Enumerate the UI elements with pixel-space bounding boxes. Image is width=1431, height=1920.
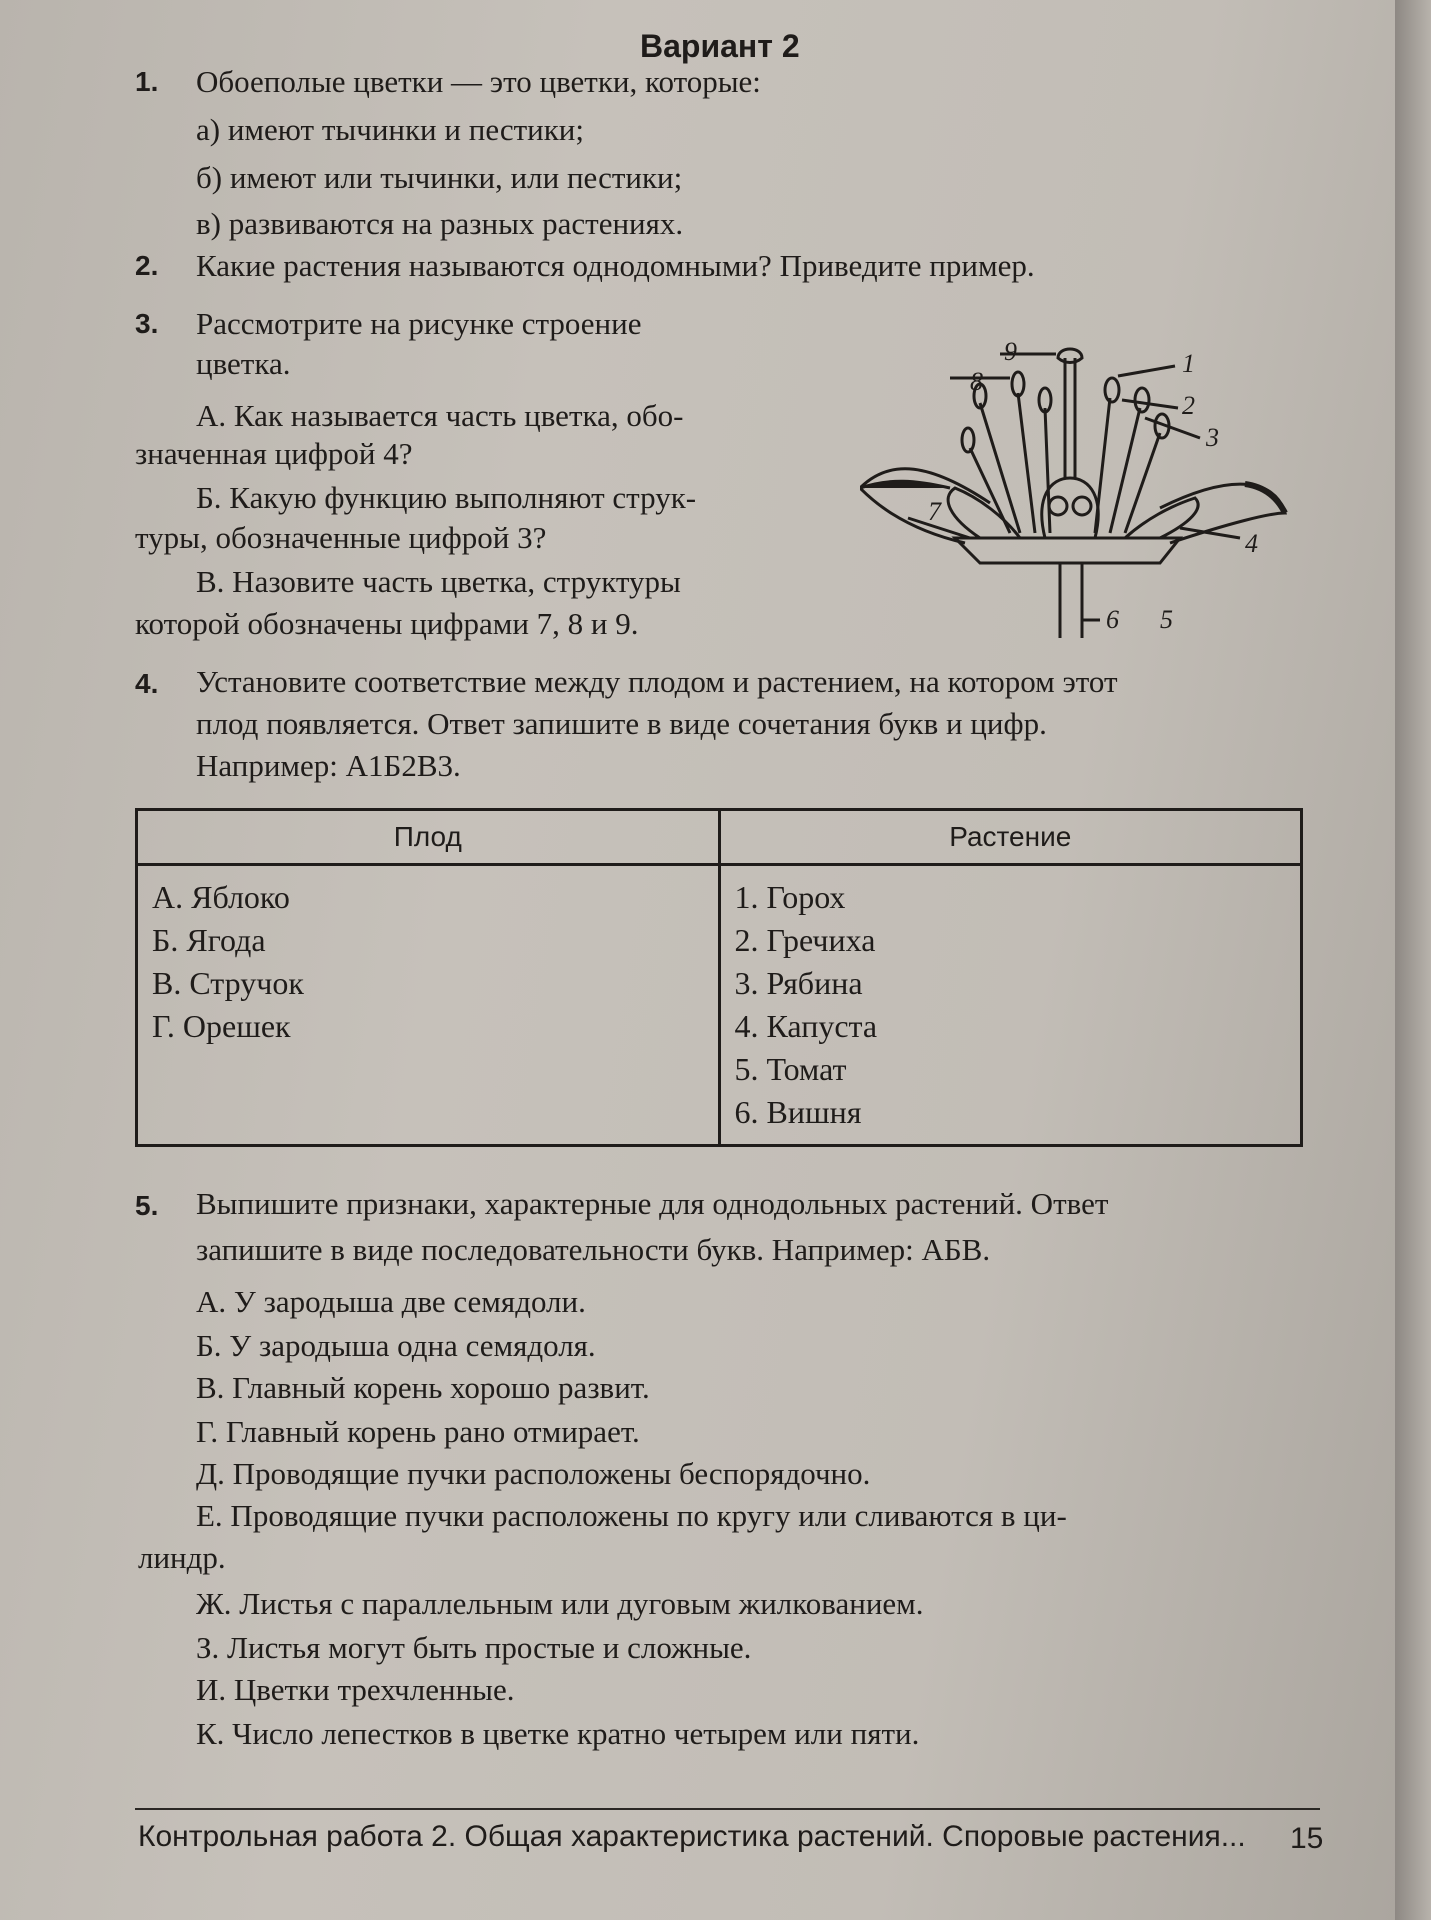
list-item: Г. Орешек — [152, 1008, 291, 1044]
q4-number: 4. — [135, 668, 159, 699]
figure-label-8: 8 — [970, 367, 983, 396]
q5-number: 5. — [135, 1190, 159, 1221]
footer-divider — [135, 1808, 1320, 1810]
q5-option: В. Главный корень хорошо развит. — [196, 1370, 650, 1405]
q5-option: Б. У зародыша одна семядоля. — [196, 1328, 596, 1363]
figure-label-3: 3 — [1206, 423, 1219, 452]
q5-line: Выпишите признаки, характерные для однодольных растений. Ответ — [196, 1186, 1109, 1221]
plant-list — [719, 865, 1302, 1146]
q5-option: линдр. — [138, 1540, 226, 1575]
left-petal-tip-shape — [860, 481, 950, 488]
figure-label-1: 1 — [1182, 349, 1195, 378]
q1-option-b: б) имеют или тычинки, или пестики; — [196, 160, 683, 195]
q4-line: Например: А1Б2В3. — [196, 748, 461, 783]
figure-label-2: 2 — [1182, 391, 1195, 420]
q3-number: 3. — [135, 308, 159, 339]
q5-option: Е. Проводящие пучки расположены по кругу или сливаются в ци- — [196, 1498, 1067, 1533]
anther-shape — [1012, 372, 1024, 396]
figure-label-5: 5 — [1160, 605, 1173, 634]
style-shape — [1065, 358, 1075, 478]
list-item: 6. Вишня — [734, 1094, 862, 1130]
stigma-shape — [1058, 349, 1082, 363]
leader-line-1 — [1118, 366, 1175, 376]
q1-text: Обоеполые цветки — это цветки, которые: — [196, 64, 761, 99]
anther-shape — [1105, 378, 1119, 402]
flower-structure-figure — [860, 338, 1290, 638]
q3-line: В. Назовите часть цветка, структуры — [196, 564, 681, 599]
stem-shape — [1060, 563, 1082, 638]
right-petal-tip-shape — [1245, 484, 1285, 513]
q1-option-a: а) имеют тычинки и пестики; — [196, 112, 585, 147]
list-item: А. Яблоко — [152, 879, 290, 915]
figure-label-7: 7 — [928, 497, 941, 526]
q4-line: Установите соответствие между плодом и растением, на котором этот — [196, 664, 1118, 699]
figure-label-9: 9 — [1004, 338, 1017, 366]
q2-text: Какие растения называются однодомными? Приведите пример. — [196, 248, 1035, 283]
q5-option: З. Листья могут быть простые и сложные. — [196, 1630, 752, 1665]
q5-option: Г. Главный корень рано отмирает. — [196, 1414, 640, 1449]
q3-line: цветка. — [196, 346, 291, 381]
running-footer: Контрольная работа 2. Общая характеристика растений. Споровые растения... — [138, 1820, 1246, 1853]
q3-line: которой обозначены цифрами 7, 8 и 9. — [135, 606, 639, 641]
figure-label-4: 4 — [1245, 529, 1258, 558]
q5-line: запишите в виде последовательности букв. Например: АБВ. — [196, 1232, 991, 1267]
list-item: 3. Рябина — [734, 965, 863, 1001]
figure-label-6: 6 — [1106, 605, 1119, 634]
page-number: 15 — [1290, 1822, 1324, 1855]
anther-shape — [1135, 388, 1149, 412]
next-page-edge — [1395, 0, 1431, 1920]
q5-option: И. Цветки трехчленные. — [196, 1672, 515, 1707]
q5-option: А. У зародыша две семядоли. — [196, 1284, 586, 1319]
list-item: 2. Гречиха — [734, 922, 876, 958]
q4-line: плод появляется. Ответ запишите в виде сочетания букв и цифр. — [196, 706, 1047, 741]
anther-shape — [962, 428, 974, 452]
ovule-shape — [1049, 497, 1067, 515]
fruit-plant-matching-table — [135, 808, 1303, 1147]
table-header-fruit: Плод — [137, 810, 720, 865]
q5-option: Ж. Листья с параллельным или дуговым жилкованием. — [196, 1586, 924, 1621]
table-header-plant: Растение — [719, 810, 1302, 865]
q3-line: Б. Какую функцию выполняют струк- — [196, 480, 697, 515]
q3-line: туры, обозначенные цифрой 3? — [135, 520, 547, 555]
list-item: В. Стручок — [152, 965, 304, 1001]
q5-option: Д. Проводящие пучки расположены беспорядочно. — [196, 1456, 871, 1491]
q3-line: А. Как называется часть цветка, обо- — [196, 398, 684, 433]
list-item: 4. Капуста — [734, 1008, 878, 1044]
q3-line: Рассмотрите на рисунке строение — [196, 306, 642, 341]
fruit-list — [137, 865, 720, 1146]
list-item: 1. Горох — [734, 879, 846, 915]
q3-line: значенная цифрой 4? — [135, 436, 413, 471]
leader-line-3 — [1145, 418, 1200, 438]
q5-option: К. Число лепестков в цветке кратно четырем или пяти. — [196, 1716, 920, 1751]
q1-number: 1. — [135, 66, 159, 97]
receptacle-shape — [955, 538, 1180, 563]
variant-title: Вариант 2 — [640, 28, 800, 64]
list-item: Б. Ягода — [152, 922, 266, 958]
q2-number: 2. — [135, 250, 159, 281]
ovule-shape — [1073, 497, 1091, 515]
q1-option-c: в) развиваются на разных растениях. — [196, 206, 684, 241]
list-item: 5. Томат — [734, 1051, 847, 1087]
